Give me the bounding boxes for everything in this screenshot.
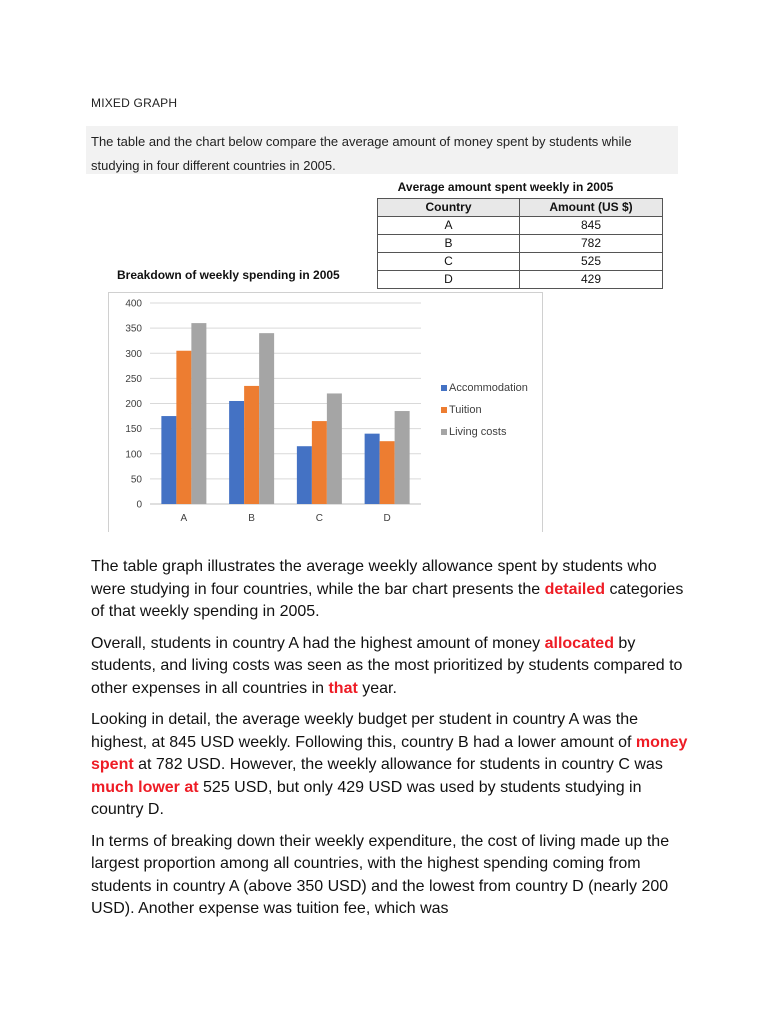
table-title: Average amount spent weekly in 2005 xyxy=(397,180,614,194)
table-cell-amount: 525 xyxy=(520,253,663,271)
bar-accommodation xyxy=(229,401,244,504)
x-tick-label: C xyxy=(315,513,323,524)
highlighted-word: that xyxy=(328,679,358,697)
table-cell-country: D xyxy=(378,271,520,289)
x-tick-label: A xyxy=(180,513,188,524)
essay-text: In terms of breaking down their weekly expenditure, the cost of living made up the largest proportion among all countries, with the highest spending coming from students in country A (above 350 USD) and the lowest from country D (nearly 200 USD). Another expense was tuition fee, which was xyxy=(91,832,670,917)
essay-paragraph-2 xyxy=(91,633,691,701)
bar-living-costs xyxy=(191,323,206,504)
legend-swatch xyxy=(441,429,447,435)
y-tick-label: 100 xyxy=(125,449,142,461)
task-prompt-text: The table and the chart below compare the average amount of money spent by students while studying in four different countries in 2005. xyxy=(91,134,632,173)
chart-title: Breakdown of weekly spending in 2005 xyxy=(117,268,340,282)
table-header-amount: Amount (US $) xyxy=(520,199,663,217)
bar-chart xyxy=(108,292,541,532)
highlighted-word: money spent xyxy=(91,733,688,773)
essay-text: The table graph illustrates the average weekly allowance spent by students who were studying in four countries, while the bar chart presents the xyxy=(91,558,657,598)
highlighted-word: much lower at xyxy=(91,778,199,796)
y-tick-label: 300 xyxy=(125,348,142,360)
legend-swatch xyxy=(441,385,447,391)
y-tick-label: 250 xyxy=(125,373,142,385)
table-header-country: Country xyxy=(378,199,520,217)
legend-label: Tuition xyxy=(449,404,482,416)
table-row xyxy=(378,271,663,289)
highlighted-word: detailed xyxy=(544,580,606,598)
table-header-row xyxy=(378,199,663,217)
page-heading: MIXED GRAPH xyxy=(91,96,178,110)
essay-paragraph-1 xyxy=(91,556,691,624)
y-tick-label: 200 xyxy=(125,399,142,410)
bar-accommodation xyxy=(297,446,312,504)
essay-text: year. xyxy=(357,679,397,697)
table-row xyxy=(378,217,663,235)
bar-tuition xyxy=(244,386,259,504)
table-row xyxy=(378,235,663,253)
x-tick-label: D xyxy=(383,513,391,524)
essay-paragraph-4 xyxy=(91,831,691,921)
bar-living-costs xyxy=(327,393,342,504)
essay-text: categories of that weekly spending in 2005. xyxy=(91,580,684,620)
bar-tuition xyxy=(176,351,191,504)
y-tick-label: 350 xyxy=(125,323,142,335)
y-tick-label: 50 xyxy=(130,474,142,486)
table-cell-amount: 845 xyxy=(520,217,663,235)
bar-tuition xyxy=(380,441,395,504)
spending-table xyxy=(377,198,663,289)
bar-accommodation xyxy=(161,416,176,504)
essay-text: by students, and living costs was seen as the most prioritized by students compared to other expenses in all countries in xyxy=(91,634,683,697)
bar-tuition xyxy=(312,421,327,504)
legend-swatch xyxy=(441,407,447,413)
essay-body xyxy=(91,556,691,930)
bar-living-costs xyxy=(259,333,274,504)
bar-living-costs xyxy=(395,411,410,504)
table-cell-amount: 429 xyxy=(520,271,663,289)
essay-text: Overall, students in country A had the highest amount of money xyxy=(91,634,545,652)
y-tick-label: 150 xyxy=(125,424,142,436)
table-cell-country: B xyxy=(378,235,520,253)
y-tick-label: 400 xyxy=(125,298,142,310)
task-prompt-box xyxy=(86,126,678,174)
essay-paragraph-3 xyxy=(91,709,691,822)
x-tick-label: B xyxy=(248,513,255,524)
highlighted-word: allocated xyxy=(544,634,614,652)
y-tick-label: 0 xyxy=(136,499,142,511)
table-row xyxy=(378,253,663,271)
legend-label: Living costs xyxy=(449,426,507,438)
essay-text: Looking in detail, the average weekly budget per student in country A was the highest, at 845 USD weekly. Following this, country B had a lower amount of xyxy=(91,711,639,751)
table-cell-country: C xyxy=(378,253,520,271)
essay-text: at 782 USD. However, the weekly allowance for students in country C was xyxy=(133,756,663,773)
table-cell-country: A xyxy=(378,217,520,235)
table-cell-amount: 782 xyxy=(520,235,663,253)
bar-accommodation xyxy=(365,434,380,504)
legend-label: Accommodation xyxy=(449,382,528,394)
essay-text: 525 USD, but only 429 USD was used by students studying in country D. xyxy=(91,778,642,818)
